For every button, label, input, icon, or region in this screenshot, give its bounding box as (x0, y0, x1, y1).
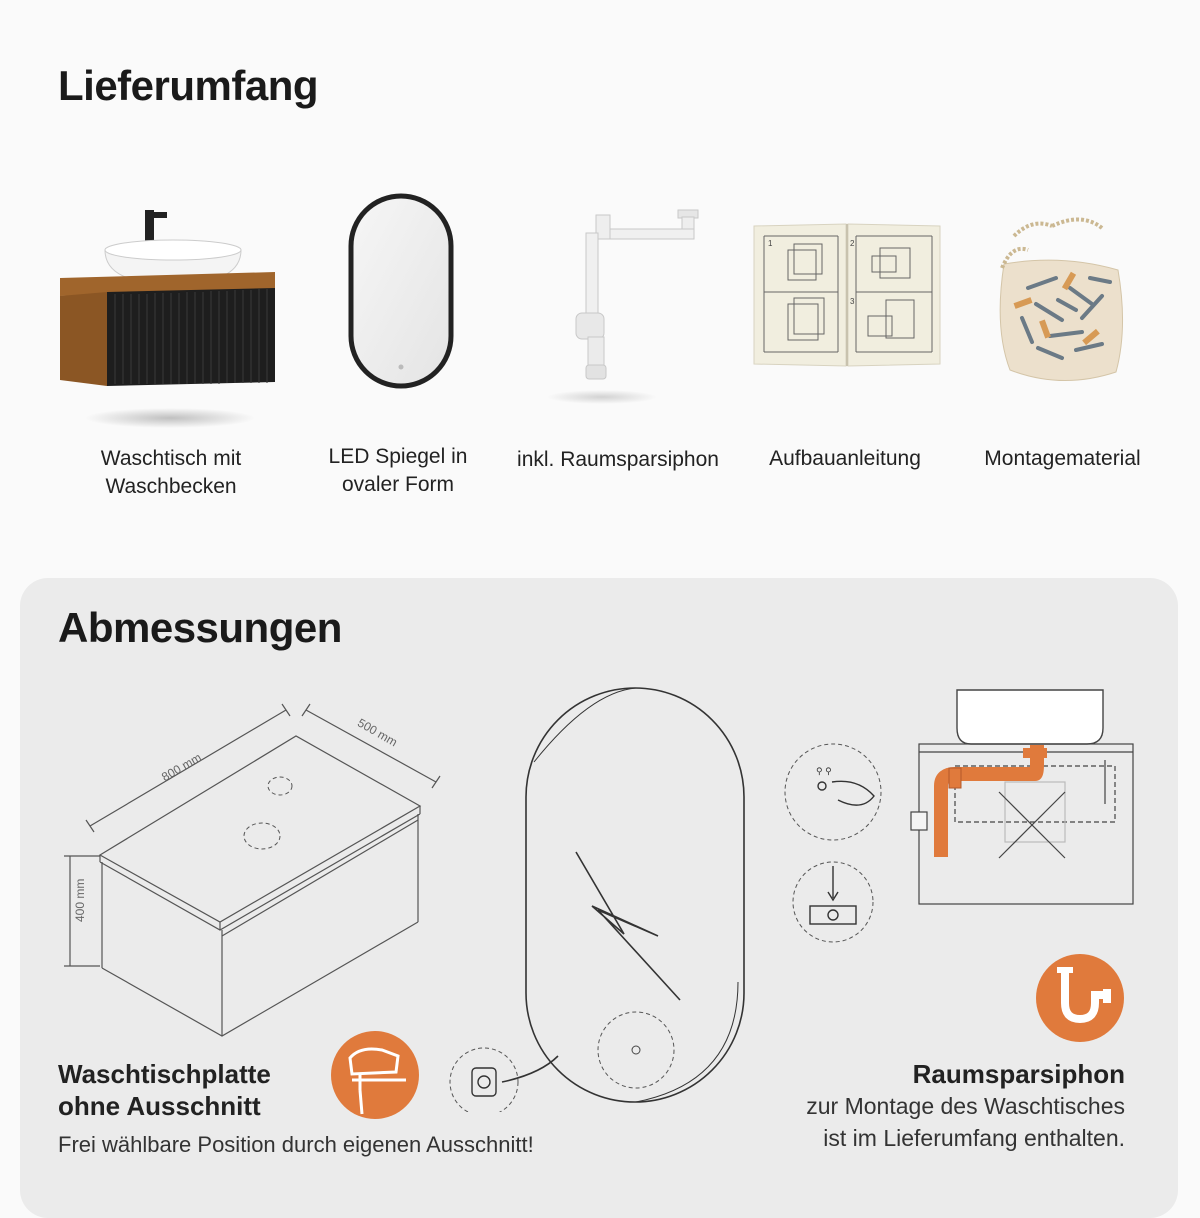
hardware-bag-icon (992, 208, 1132, 388)
mirror-line-drawing (440, 682, 760, 1112)
cabinet-dimension-drawing (50, 690, 450, 1050)
item-label-manual: Aufbauanleitung (769, 447, 921, 470)
item-label-siphon: inkl. Raumsparsiphon (517, 448, 719, 471)
vanity-with-basin-icon (55, 200, 285, 430)
siphon-description: zur Montage des Waschtisches ist im Lieferumfang enthalten. (806, 1093, 1125, 1151)
manual-icon (750, 222, 945, 370)
svg-text:1: 1 (768, 239, 773, 248)
section-title-dimensions: Abmessungen (58, 604, 342, 651)
siphon-pipe-icon (1035, 953, 1125, 1043)
svg-text:⚲ ⚲: ⚲ ⚲ (816, 766, 832, 776)
countertop-title: Waschtischplatte ohne Ausschnitt (58, 1059, 271, 1121)
switch-and-plug-detail (778, 738, 888, 943)
item-label-mirror: LED Spiegel in ovaler Form (328, 445, 468, 496)
svg-text:3: 3 (850, 297, 855, 306)
section-title-delivery: Lieferumfang (58, 62, 319, 109)
dimension-width-label: 800 mm (159, 750, 204, 785)
dimension-depth-label: 500 mm (355, 715, 400, 750)
siphon-line-drawing (905, 682, 1145, 912)
item-label-vanity: Waschtisch mit Waschbecken (100, 447, 242, 498)
siphon-title: Raumsparsiphon (912, 1059, 1125, 1089)
countertop-subtitle: Frei wählbare Position durch eigenen Ausschnitt! (58, 1132, 534, 1157)
svg-text:2: 2 (850, 239, 855, 248)
oval-mirror-icon (335, 192, 465, 392)
siphon-icon (540, 205, 700, 410)
item-label-hardware: Montagematerial (984, 447, 1141, 470)
dimension-height-label: 400 mm (73, 878, 87, 922)
